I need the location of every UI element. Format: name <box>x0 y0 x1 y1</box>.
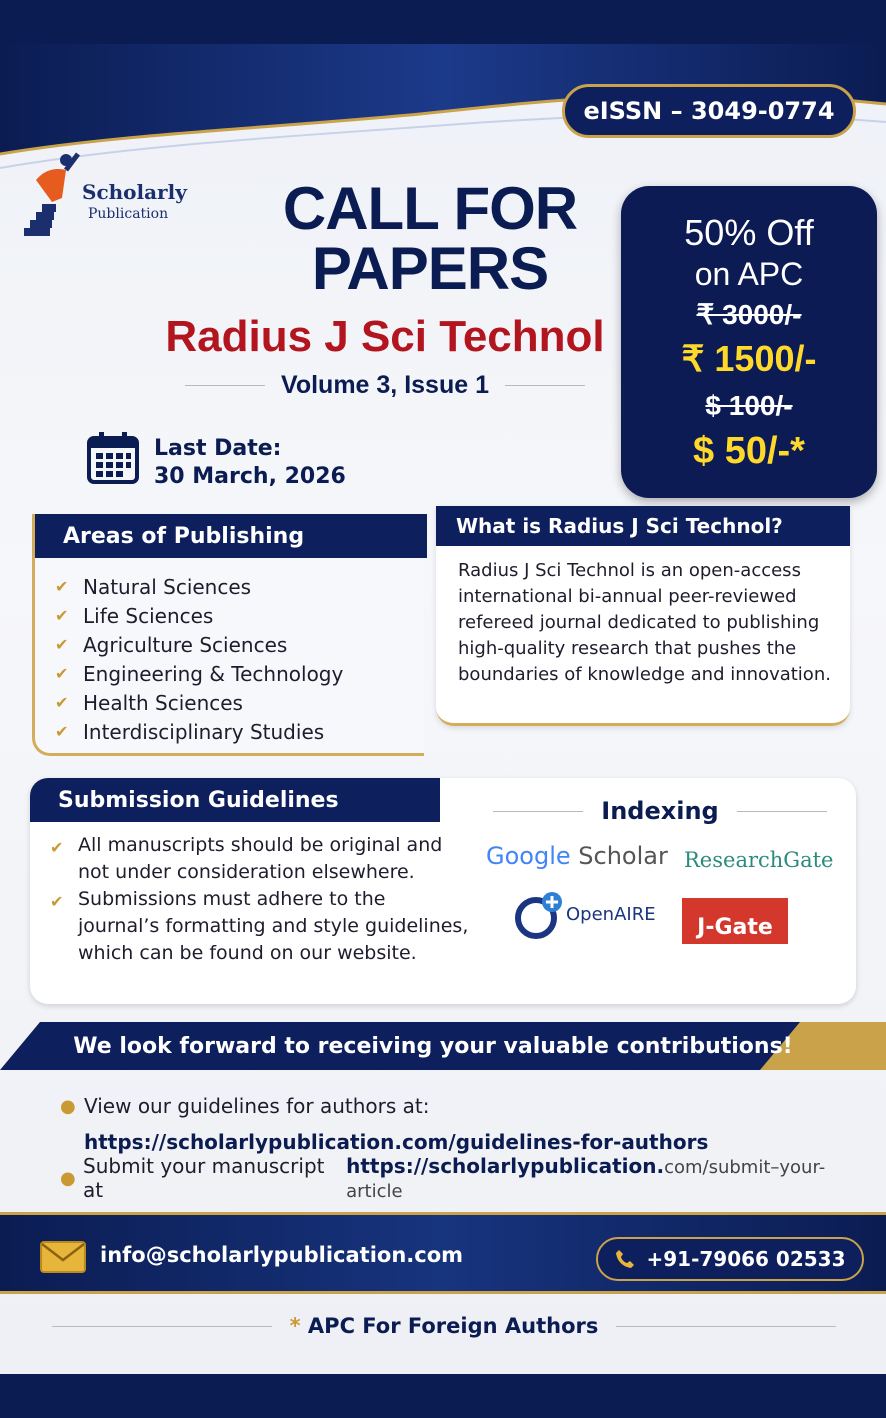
eissn-badge: eISSN – 3049-0774 <box>562 84 856 138</box>
submit-link-domain: https://scholarlypublication. <box>346 1154 665 1178</box>
apc-discount-label: on APC <box>694 256 804 292</box>
author-links <box>60 1088 860 1202</box>
footnote <box>290 1314 599 1338</box>
closing-banner: We look forward to receiving your valuable contributions! <box>73 1033 793 1059</box>
openaire-label: OpenAIRE <box>566 904 656 925</box>
title-line2: PAPERS <box>311 235 549 302</box>
list-item <box>55 572 343 601</box>
researchgate-logo: ResearchGate <box>684 848 834 872</box>
scholar-word: Scholar <box>578 842 668 870</box>
openaire-icon <box>514 890 564 940</box>
page-title <box>230 175 630 302</box>
mail-icon <box>40 1241 86 1273</box>
area-label: Life Sciences <box>83 603 214 628</box>
deadline-label: Last Date: <box>154 436 282 461</box>
about-heading: What is Radius J Sci Technol? <box>436 506 850 546</box>
area-label: Agriculture Sciences <box>83 632 288 657</box>
list-item <box>55 659 343 688</box>
check-icon: ✔ <box>55 606 69 625</box>
title-line1: CALL FOR <box>282 175 578 242</box>
publisher-logo <box>22 150 192 260</box>
check-icon: ✔ <box>55 635 69 654</box>
list-item <box>60 1154 860 1202</box>
guidelines-heading: Submission Guidelines <box>30 778 440 822</box>
deadline-date: 30 March, 2026 <box>154 464 346 489</box>
list-item <box>60 1088 860 1124</box>
apc-offer-box <box>621 186 877 498</box>
jgate-logo: J-Gate <box>682 898 788 944</box>
apc-new-usd: $ 50/-* <box>693 430 805 472</box>
divider <box>737 811 827 812</box>
areas-card <box>32 514 424 756</box>
area-label: Interdisciplinary Studies <box>83 719 325 744</box>
check-icon: ✔ <box>55 722 69 741</box>
guidelines-link[interactable]: https://scholarlypublication.com/guidelines-for-authors <box>84 1130 709 1154</box>
list-item <box>55 688 343 717</box>
divider <box>185 385 265 386</box>
area-label: Health Sciences <box>83 690 243 715</box>
guidelines-card <box>30 778 856 1004</box>
divider <box>493 811 583 812</box>
google-word: Google <box>486 842 571 870</box>
contact-bar <box>0 1212 886 1294</box>
areas-heading: Areas of Publishing <box>35 514 427 558</box>
apc-old-usd: $ 100/- <box>705 390 793 421</box>
indexing-heading: Indexing <box>601 797 719 825</box>
about-body: Radius J Sci Technol is an open-access international bi-annual peer-reviewed refereed journal dedicated to publishing high-quality research that pushes the boundaries of knowledge and innovation. <box>458 560 831 685</box>
contact-email[interactable]: info@scholarlypublication.com <box>100 1243 464 1267</box>
area-label: Natural Sciences <box>83 574 252 599</box>
volume-issue: Volume 3, Issue 1 <box>281 370 489 399</box>
deadline <box>86 430 416 490</box>
poster <box>0 44 886 1374</box>
guidelines-link-label: View our guidelines for authors at: <box>84 1094 430 1118</box>
list-item <box>50 832 470 886</box>
areas-list <box>55 572 343 746</box>
list-item <box>55 630 343 659</box>
check-icon: ✔ <box>50 892 64 911</box>
phone-icon <box>614 1248 636 1270</box>
list-item <box>55 717 343 746</box>
check-icon: ✔ <box>50 838 64 857</box>
phone-number: +91-79066 02533 <box>646 1247 846 1271</box>
bullet-icon: ● <box>60 1095 76 1117</box>
guideline-text: Submissions must adhere to the journal’s formatting and style guidelines, which can be found on our website. <box>78 888 469 964</box>
guideline-text: All manuscripts should be original and not under consideration elsewhere. <box>78 834 443 883</box>
bullet-icon: ● <box>60 1167 76 1189</box>
submit-link-path: com/submit–your-article <box>346 1157 826 1202</box>
apc-discount: 50% Off <box>684 212 814 253</box>
submit-label: Submit your manuscript at <box>83 1154 325 1202</box>
divider <box>52 1326 272 1327</box>
apc-new-inr: ₹ 1500/- <box>681 338 817 379</box>
guidelines-list <box>50 832 470 967</box>
check-icon: ✔ <box>55 693 69 712</box>
openaire-logo <box>514 890 674 940</box>
apc-old-inr: ₹ 3000/- <box>696 299 802 330</box>
logo-name: Scholarly <box>82 180 187 204</box>
journal-name: Radius J Sci Technol <box>165 312 605 361</box>
calendar-icon <box>86 430 140 486</box>
area-label: Engineering & Technology <box>83 661 344 686</box>
check-icon: ✔ <box>55 577 69 596</box>
check-icon: ✔ <box>55 664 69 683</box>
indexing-row <box>470 796 850 826</box>
contact-phone[interactable] <box>596 1237 864 1281</box>
footnote-text: APC For Foreign Authors <box>307 1314 599 1338</box>
about-card <box>436 506 850 726</box>
divider <box>616 1326 836 1327</box>
divider <box>505 385 585 386</box>
volume-row <box>160 370 610 400</box>
list-item <box>55 601 343 630</box>
footer-note <box>40 1308 848 1344</box>
google-scholar-logo <box>486 842 668 870</box>
logo-subname: Publication <box>88 206 169 222</box>
footnote-star: * <box>289 1314 301 1338</box>
list-item <box>50 886 470 967</box>
submit-link[interactable] <box>346 1154 860 1202</box>
logo-figure-icon <box>22 150 82 250</box>
